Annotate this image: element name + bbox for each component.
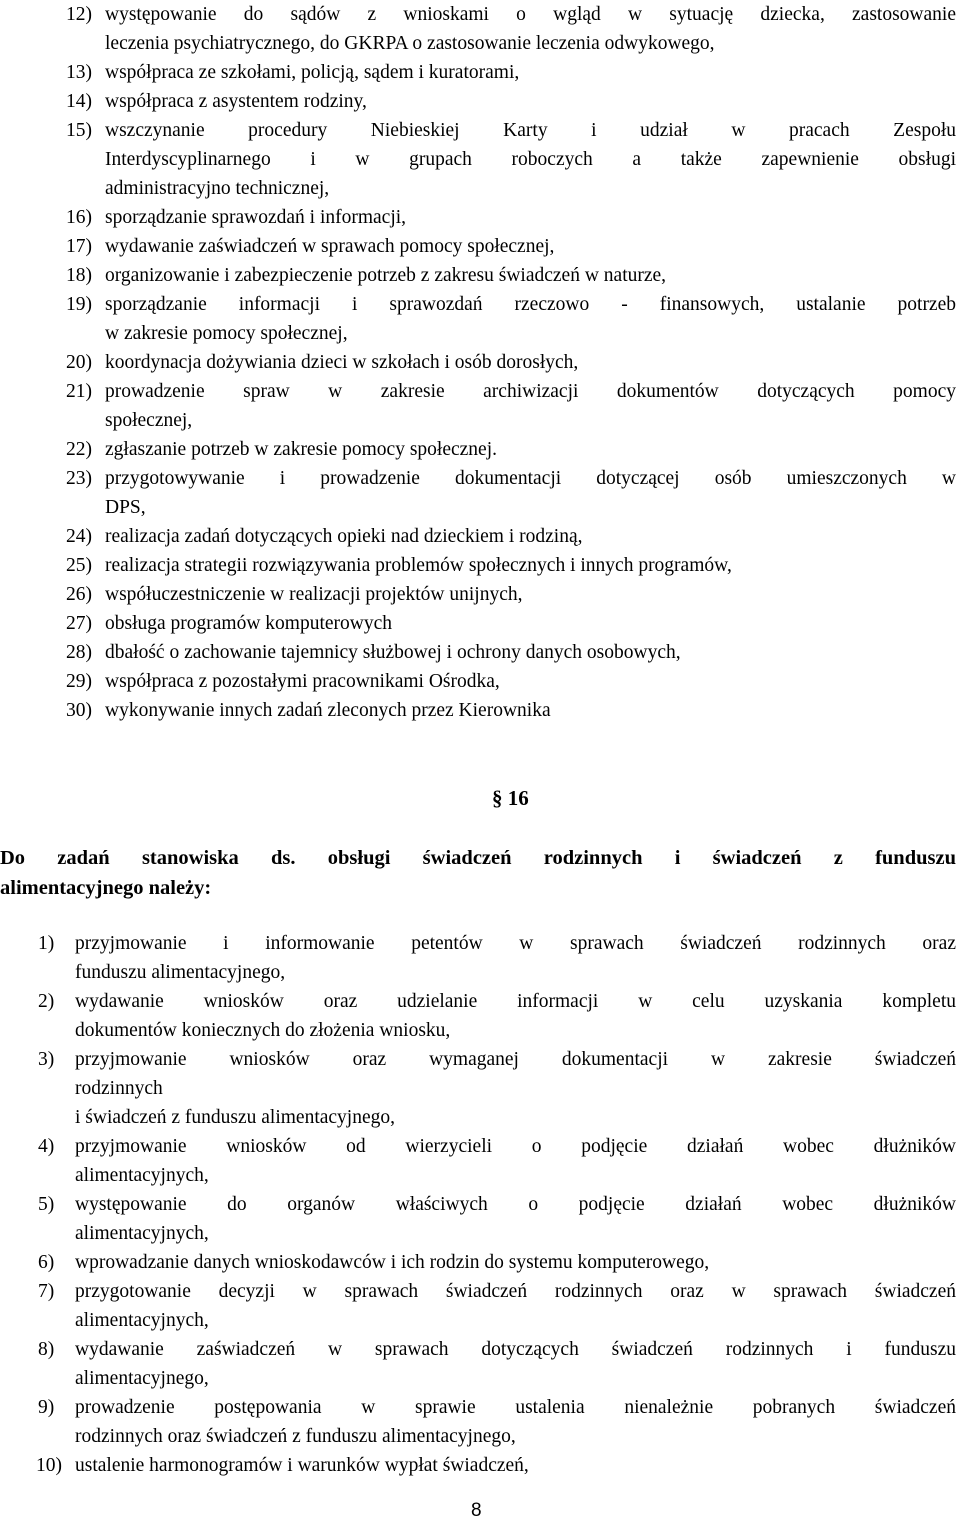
list-item-number: 15) — [66, 120, 92, 141]
family-benefits-duties-list — [0, 929, 960, 1480]
list-item-number: 26) — [66, 584, 92, 605]
list-item-text: ustalenie harmonogramów i warunków wypłat świadczeń, — [75, 1455, 529, 1476]
list-item-text: współpraca ze szkołami, policją, sądem i kuratorami, — [105, 62, 520, 83]
list-item — [0, 551, 960, 580]
list-item-text: koordynacja dożywiania dzieci w szkołach i osób dorosłych, — [105, 352, 579, 373]
list-item-number: 7) — [38, 1281, 55, 1302]
list-item-number: 30) — [66, 700, 92, 721]
list-item — [0, 1248, 960, 1277]
heading-line-2: alimentacyjnego należy: — [0, 877, 212, 899]
list-item-number: 12) — [66, 4, 92, 25]
list-item-number: 23) — [66, 468, 92, 489]
list-item — [0, 348, 960, 377]
list-item-text: przyjmowanie i informowanie petentów w sprawach świadczeń rodzinnych oraz — [75, 933, 956, 954]
list-item-text: rodzinnych oraz świadczeń z funduszu alimentacyjnego, — [75, 1426, 516, 1447]
page-number: 8 — [471, 1500, 482, 1521]
list-item-text: dbałość o zachowanie tajemnicy służbowej i ochrony danych osobowych, — [105, 642, 681, 663]
list-item — [0, 929, 960, 987]
list-item-text: administracyjno technicznej, — [105, 178, 330, 199]
list-item-text: wydawanie zaświadczeń w sprawach dotyczących świadczeń rodzinnych i funduszu — [75, 1339, 956, 1360]
list-item — [0, 638, 960, 667]
list-item-number: 21) — [66, 381, 92, 402]
list-item-text: współpraca z asystentem rodziny, — [105, 91, 367, 112]
list-item-text: Interdyscyplinarnego i w grupach roboczych a także zapewnienie obsługi — [105, 149, 956, 170]
heading-line-1: Do zadań stanowiska ds. obsługi świadczeń rodzinnych i świadczeń z funduszu — [0, 847, 956, 869]
list-item-number: 4) — [38, 1136, 55, 1157]
list-item-text: realizacja zadań dotyczących opieki nad dzieckiem i rodziną, — [105, 526, 583, 547]
list-item — [0, 0, 960, 58]
list-item — [0, 58, 960, 87]
list-item-number: 22) — [66, 439, 92, 460]
list-item-text: zgłaszanie potrzeb w zakresie pomocy społecznej. — [105, 439, 497, 460]
list-item-text: przyjmowanie wniosków od wierzycieli o podjęcie działań wobec dłużników — [75, 1136, 956, 1157]
section-number: § 16 — [492, 786, 529, 810]
list-item-text: wykonywanie innych zadań zleconych przez Kierownika — [105, 700, 551, 721]
list-item-text: przygotowywanie i prowadzenie dokumentacji dotyczącej osób umieszczonych w — [105, 468, 956, 489]
list-item-number: 3) — [38, 1049, 55, 1070]
list-item-text: alimentacyjnych, — [75, 1223, 209, 1244]
list-item-text: występowanie do organów właściwych o podjęcie działań wobec dłużników — [75, 1194, 956, 1215]
list-item — [0, 609, 960, 638]
list-item — [0, 522, 960, 551]
list-item-text: w zakresie pomocy społecznej, — [105, 323, 348, 344]
list-item-text: wydawanie wniosków oraz udzielanie informacji w celu uzyskania kompletu — [75, 991, 956, 1012]
list-item-text: prowadzenie spraw w zakresie archiwizacji dokumentów dotyczących pomocy — [105, 381, 956, 402]
list-item-text: przygotowanie decyzji w sprawach świadczeń rodzinnych oraz w sprawach świadczeń — [75, 1281, 956, 1302]
list-item — [0, 667, 960, 696]
list-item — [0, 435, 960, 464]
list-item-text: DPS, — [105, 497, 146, 518]
list-item — [0, 116, 960, 203]
list-item-number: 16) — [66, 207, 92, 228]
list-item-text: dokumentów koniecznych do złożenia wniosku, — [75, 1020, 451, 1041]
list-item — [0, 203, 960, 232]
list-item — [0, 1335, 960, 1393]
list-item-text: sporządzanie sprawozdań i informacji, — [105, 207, 407, 228]
list-item-text: wszczynanie procedury Niebieskiej Karty i udział w pracach Zespołu — [105, 120, 956, 141]
list-item — [0, 1393, 960, 1451]
list-item — [0, 87, 960, 116]
list-item-text: sporządzanie informacji i sprawozdań rzeczowo - finansowych, ustalanie potrzeb — [105, 294, 956, 315]
list-item-number: 17) — [66, 236, 92, 257]
list-item — [0, 464, 960, 522]
list-item-number: 28) — [66, 642, 92, 663]
list-item — [0, 696, 960, 725]
list-item — [0, 261, 960, 290]
list-item-text: leczenia psychiatrycznego, do GKRPA o zastosowanie leczenia odwykowego, — [105, 33, 715, 54]
list-item-number: 5) — [38, 1194, 55, 1215]
list-item-text: obsługa programów komputerowych — [105, 613, 393, 634]
list-item — [0, 290, 960, 348]
list-item-number: 27) — [66, 613, 92, 634]
list-item-text: rodzinnych — [75, 1078, 163, 1099]
list-item-number: 25) — [66, 555, 92, 576]
list-item-number: 24) — [66, 526, 92, 547]
duties-list-continued — [0, 0, 960, 725]
list-item-text: funduszu alimentacyjnego, — [75, 962, 286, 983]
list-item-number: 2) — [38, 991, 55, 1012]
list-item-number: 10) — [36, 1455, 62, 1476]
list-item-text: przyjmowanie wniosków oraz wymaganej dokumentacji w zakresie świadczeń — [75, 1049, 956, 1070]
list-item-text: alimentacyjnych, — [75, 1165, 209, 1186]
list-item-number: 29) — [66, 671, 92, 692]
list-item-text: współuczestniczenie w realizacji projektów unijnych, — [105, 584, 523, 605]
list-item-text: alimentacyjnych, — [75, 1310, 209, 1331]
list-item — [0, 987, 960, 1045]
list-item-number: 13) — [66, 62, 92, 83]
list-item-text: społecznej, — [105, 410, 193, 431]
list-item-text: i świadczeń z funduszu alimentacyjnego, — [75, 1107, 396, 1128]
list-item — [0, 232, 960, 261]
list-item — [0, 377, 960, 435]
list-item-number: 19) — [66, 294, 92, 315]
list-item-number: 14) — [66, 91, 92, 112]
list-item — [0, 1045, 960, 1132]
list-item-number: 8) — [38, 1339, 55, 1360]
list-item-text: występowanie do sądów z wnioskami o wgląd w sytuację dziecka, zastosowanie — [105, 4, 956, 25]
list-item-number: 1) — [38, 933, 55, 954]
list-item-text: alimentacyjnego, — [75, 1368, 209, 1389]
section-heading — [0, 843, 956, 903]
list-item-number: 20) — [66, 352, 92, 373]
list-item — [0, 1190, 960, 1248]
list-item-text: prowadzenie postępowania w sprawie ustalenia nienależnie pobranych świadczeń — [75, 1397, 956, 1418]
list-item-text: wprowadzanie danych wnioskodawców i ich rodzin do systemu komputerowego, — [75, 1252, 710, 1273]
list-item-text: realizacja strategii rozwiązywania problemów społecznych i innych programów, — [105, 555, 732, 576]
list-item-number: 6) — [38, 1252, 55, 1273]
list-item — [0, 1451, 960, 1480]
list-item-text: wydawanie zaświadczeń w sprawach pomocy społecznej, — [105, 236, 555, 257]
list-item-text: współpraca z pozostałymi pracownikami Ośrodka, — [105, 671, 500, 692]
list-item — [0, 1132, 960, 1190]
list-item-number: 18) — [66, 265, 92, 286]
list-item-text: organizowanie i zabezpieczenie potrzeb z zakresu świadczeń w naturze, — [105, 265, 667, 286]
list-item-number: 9) — [38, 1397, 55, 1418]
list-item — [0, 580, 960, 609]
list-item — [0, 1277, 960, 1335]
